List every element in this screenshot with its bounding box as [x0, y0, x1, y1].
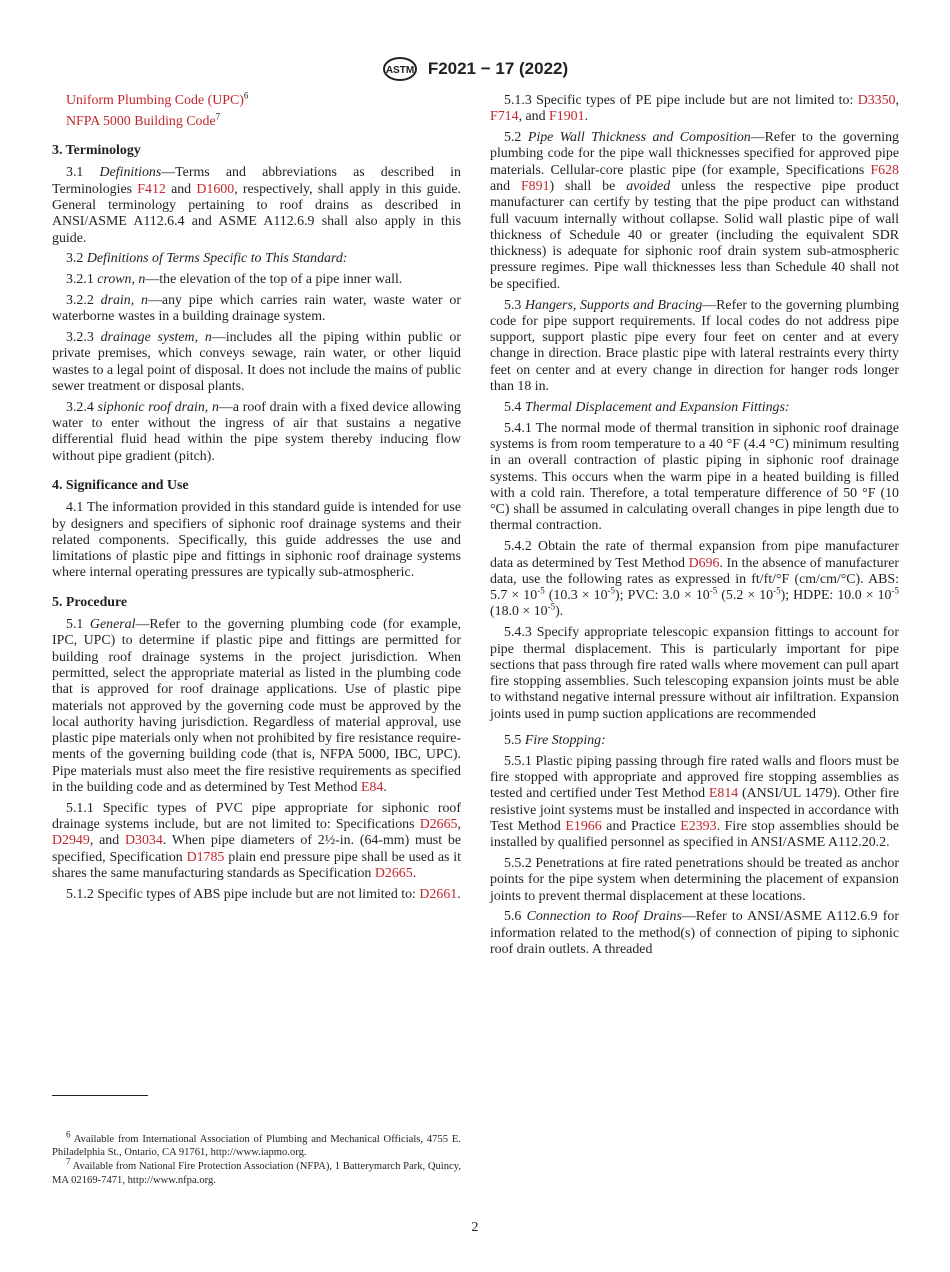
paragraph [490, 754, 899, 852]
left-column [52, 90, 461, 908]
standard-reference-link[interactable]: D1785 [186, 849, 225, 865]
standard-reference-link[interactable]: F1901 [549, 109, 585, 125]
svg-text:ASTM: ASTM [385, 65, 414, 76]
text-run: . [412, 865, 417, 881]
paragraph [52, 400, 461, 465]
section-heading [52, 143, 461, 159]
italic-term: Connection to Roof Drains [526, 909, 682, 925]
text-run: . [457, 886, 461, 902]
paragraph [490, 130, 899, 293]
text-run: 5.5.2 Penetrations at fire rated penetrations should be treated as anchor points for the pipe system when determining the placement of expansion joints to prevent thermal displacement at these locations. [490, 856, 899, 904]
footnote-marker: -5 [607, 585, 616, 596]
italic-term: Definitions of Terms Specific to This Standard: [86, 251, 348, 267]
standard-reference-link[interactable]: D1600 [196, 181, 235, 197]
text-run: , [457, 817, 461, 833]
text-run: (ANSI/UL 1479). Other fire resistive joint systems must be installed and inspected in accordance with Test Method [490, 786, 899, 834]
text-run: —any pipe which carries rain water, waste water or waterborne wastes in a building drainage system. [52, 292, 461, 325]
paragraph [52, 111, 461, 130]
standard-reference-link[interactable]: D2665 [374, 865, 413, 881]
page-header [0, 56, 950, 82]
text-run: , respectively, shall apply in this guide. General terminology pertaining to roof drains as described in ANSI/ASME A112.6.4 and ASME A112.6.9 shall also apply in this guide. [52, 181, 461, 246]
footnote-marker: -5 [537, 585, 545, 596]
paragraph [52, 293, 461, 326]
paragraph [52, 887, 461, 903]
footnote [52, 1129, 461, 1159]
text-run: —Refer to the governing plumbing code for pipe support requirements. If local codes do not address pipe support, support plastic pipe every four feet on center and at every change in direction. Brace plastic pipe with lateral restraints every thirty feet on center and at every change in direction for hanger rods longer than 18 in. [490, 297, 899, 395]
footnote-marker: 6 [243, 90, 249, 101]
paragraph [490, 909, 899, 958]
italic-term: Definitions [99, 165, 162, 181]
text-run: 5.3 [504, 297, 526, 313]
footnote [52, 1156, 461, 1186]
footnotes [52, 1129, 461, 1188]
text-run: plain end pressure pipe shall be used as it shares the same manufacturing standards as Specification [52, 849, 461, 881]
standard-reference-link[interactable]: E84 [360, 779, 384, 795]
section-heading [52, 478, 461, 494]
text-run: 5.1 [66, 617, 90, 633]
paragraph [490, 625, 899, 723]
standard-reference-link[interactable]: NFPA 5000 Building Code [66, 113, 216, 129]
standard-reference-link[interactable]: E814 [708, 786, 739, 802]
footnote-marker: 7 [215, 111, 221, 122]
text-run: 3.2.4 [66, 399, 98, 415]
standard-reference-link[interactable]: E1966 [565, 818, 602, 834]
text-run: 5.5.1 Plastic piping passing through fire rated walls and floors must be fire stopped with appropriate and approved fire stopping assemblies as tested and certified under Test Method [490, 753, 899, 802]
paragraph [52, 330, 461, 395]
text-run: and [165, 181, 197, 197]
paragraph [490, 93, 899, 126]
text-run: . Fire stop assemblies should be installed by qualified personnel as specified in ANSI/ASME A112.20.2. [490, 818, 899, 851]
text-run: , and [89, 833, 125, 849]
paragraph [52, 617, 461, 796]
text-run: 5.4.1 The normal mode of thermal transition in siphonic roof drainage systems is from room temperature to a 40 °F (4.4 °C) minimum resulting in an overall contraction of plastic piping in siphonic roof drainage systems. This occurs when the warm pipe in a heated building is filled with a cold rain. Therefore, a total temperature difference of 50 °F (10 °C) shall be assumed in calculating overall changes in pipe length due to thermal contraction. [490, 420, 899, 534]
text-run: . [383, 779, 387, 795]
text-run: 5.1.2 Specific types of ABS pipe include but are not limited to: [66, 886, 420, 902]
paragraph [490, 733, 899, 749]
standard-reference-link[interactable]: D3350 [857, 93, 896, 108]
paragraph [490, 298, 899, 396]
text-run: . In the absence of manufacturer data, use the following rates as expressed in ft/ft/°F (cm/cm/°C). ABS: 5.7 × 10 [490, 555, 899, 604]
text-run: . [584, 109, 589, 125]
text-run: 5.2 [504, 130, 528, 146]
footnote-marker: -5 [773, 585, 781, 596]
paragraph [52, 500, 461, 581]
standard-reference-link[interactable]: D696 [688, 555, 720, 571]
italic-term: drainage system, n [100, 330, 212, 346]
paragraph [490, 421, 899, 535]
paragraph [490, 856, 899, 905]
text-run: 3.2.2 [66, 292, 101, 308]
standard-reference-link[interactable]: Uniform Plumbing Code (UPC) [66, 93, 244, 108]
footnote-marker: -5 [547, 601, 556, 612]
text-run: Available from International Association of Plumbing and Mechanical Officials, 4755 E. Philadelphia St., Ontario, CA 91761, http://www.iapmo.org. [52, 1134, 461, 1159]
text-run: —a roof drain with a fixed device allowing water to enter without the ingress of air that sustains a negative differential fluid head within the pipe system thereby inducing flow without pipe gradient (pitch). [52, 399, 461, 464]
text-run: ) shall be [549, 178, 627, 194]
paragraph [52, 90, 461, 109]
standard-reference-link[interactable]: E2393 [680, 818, 717, 834]
text-run: , [895, 93, 899, 108]
text-run: —the elevation of the top of a pipe inner wall. [145, 272, 403, 288]
standard-reference-link[interactable]: F628 [870, 162, 899, 178]
standard-reference-link[interactable]: D3034 [125, 833, 163, 849]
text-run: 4.1 The information provided in this standard guide is intended for use by designers and specifiers of siphonic roof drainage systems and their related components. Specifically, this guide addresses the use and limitations of plastic pipe and fittings in siphonic roof drainage systems where internal operating pressures are typically sub-atmospheric. [52, 500, 461, 581]
footnote-marker: 6 [66, 1129, 71, 1140]
text-run: 5.4 [504, 399, 525, 415]
text-run: —includes all the piping within public or private premises, which conveys sewage, rain water, or other liquid wastes to a legal point of disposal. It does not include the mains of public sewer treatment or disposal plants. [52, 330, 461, 394]
standard-reference-link[interactable]: D2665 [419, 817, 458, 833]
text-run: 5.1.3 Specific types of PE pipe include but are not limited to: [504, 93, 858, 108]
text-run: 3.2 [66, 251, 87, 267]
text-run: 5. Procedure [52, 594, 128, 610]
text-run: 3. Terminology [52, 143, 141, 159]
text-run: Available from National Fire Protection Association (NFPA), 1 Batterymarch Park, Quincy, MA 02169-7471, http://www.nfpa.org. [52, 1161, 461, 1186]
italic-term: Fire Stopping: [524, 732, 606, 748]
section-heading [52, 595, 461, 611]
text-run: ); HDPE: 10.0 × 10 [780, 588, 892, 604]
text-run: 3.2.1 [66, 272, 98, 288]
italic-term: Thermal Displacement and Expansion Fittings: [524, 399, 790, 415]
text-run: 4. Significance and Use [52, 477, 189, 493]
footnote-marker: 7 [66, 1156, 71, 1167]
standard-reference-link[interactable]: D2661 [419, 886, 458, 902]
text-run: 5.1.1 Specific types of PVC pipe appropriate for siphonic roof drainage systems include, but are not limited to: Specifications [52, 800, 461, 833]
paragraph [52, 251, 461, 267]
italic-term: crown, n [97, 272, 146, 288]
paragraph [52, 165, 461, 246]
standard-reference-link[interactable]: F891 [520, 178, 550, 194]
text-run: (18.0 × 10 [490, 604, 548, 620]
text-run: —Terms and abbreviations as described in Terminologies [52, 165, 461, 197]
italic-term: Hangers, Supports and Bracing [525, 297, 703, 313]
standard-reference-link[interactable]: F412 [137, 181, 166, 197]
footnote-marker: -5 [891, 585, 899, 596]
italic-term: avoided [626, 178, 671, 194]
text-run: and [490, 178, 521, 194]
text-run: ). [555, 604, 564, 620]
paragraph [52, 801, 461, 882]
text-run: 5.6 [504, 909, 527, 925]
text-run: —Refer to ANSI/ASME A112.6.9 for information related to the method(s) of connection of piping to siphonic roof drain outlets. A threaded [490, 909, 899, 958]
italic-term: drain, n [100, 292, 149, 308]
page-number: 2 [471, 1220, 479, 1235]
text-run: . When pipe diameters of 2½-in. (64-mm) must be specified, Specification [52, 833, 461, 865]
text-run: (10.3 × 10 [544, 588, 608, 604]
standard-reference-link[interactable]: D2949 [52, 833, 90, 849]
text-run: —Refer to the governing plumbing code for the pipe wall thicknesses specified for approved pipe materials. Cellular-core plastic pipe (for example, Specifications [490, 130, 899, 178]
text-run: ); PVC: 3.0 × 10 [615, 588, 710, 604]
paragraph [490, 539, 899, 620]
text-run: 3.2.3 [66, 330, 101, 346]
astm-logo-icon [382, 56, 418, 82]
text-run: , and [518, 109, 550, 125]
standard-reference-link[interactable]: F714 [490, 109, 519, 125]
footnote-marker: -5 [709, 585, 718, 596]
text-run: and Practice [601, 818, 681, 834]
text-run: 3.1 [66, 165, 100, 181]
text-run: unless the respective pipe product manufacturer can certify by testing that the pipe product can withstand full vacuum internally without collapse. Solid wall plastic pipe of wall thickness of Schedule 40 or greater (including the equivalent SDR thickness) is adequate for siphonic roof drain system sub-atmospheric pressure regimes. Pipe wall thicknesses less than Schedule 40 shall not be specified. [490, 178, 899, 292]
right-column [490, 93, 899, 963]
footnote-separator [52, 1095, 148, 1096]
paragraph [52, 272, 461, 288]
text-run: 5.4.3 Specify appropriate telescopic expansion fittings to account for pipe thermal displacement. This is particularly important for pipe sections that pass through fire rated walls where movement can pull apart fire stopping assemblies. Such telescoping expansion joints must be able to withstand negative internal pressure without air infiltration. Expansion joints used in pump suction applications are recommended [490, 625, 899, 722]
italic-term: siphonic roof drain, n [97, 399, 219, 415]
document-designation: F2021 − 17 (2022) [427, 59, 569, 78]
text-run: (5.2 × 10 [717, 588, 774, 604]
text-run: 5.4.2 Obtain the rate of thermal expansion from pipe manufacturer data as determined by Test Method [490, 539, 899, 571]
text-run: 5.5 [504, 732, 525, 748]
paragraph [490, 400, 899, 416]
text-run: —Refer to the governing plumbing code (for example, IPC, UPC) to determine if plastic pipe and fittings are permitted for building roof drainage systems in the project jurisdiction. When permitted, select the appropriate material as listed in the plumbing code that is approved for roof drainage applications. Use of plastic pipe materials not approved by the governing code must be approved by the local authority having jurisdiction. Regardless of material approval, use plastic pipe materials only when not prohibited by fire resistance requirements of the governing building code (that is, NFPA 5000, IBC, UPC). Pipe materials must also meet the fire resistive requirements as specified in the building code and as determined by Test Method [52, 617, 461, 795]
italic-term: Pipe Wall Thickness and Composition [527, 130, 751, 146]
italic-term: General [89, 617, 136, 633]
